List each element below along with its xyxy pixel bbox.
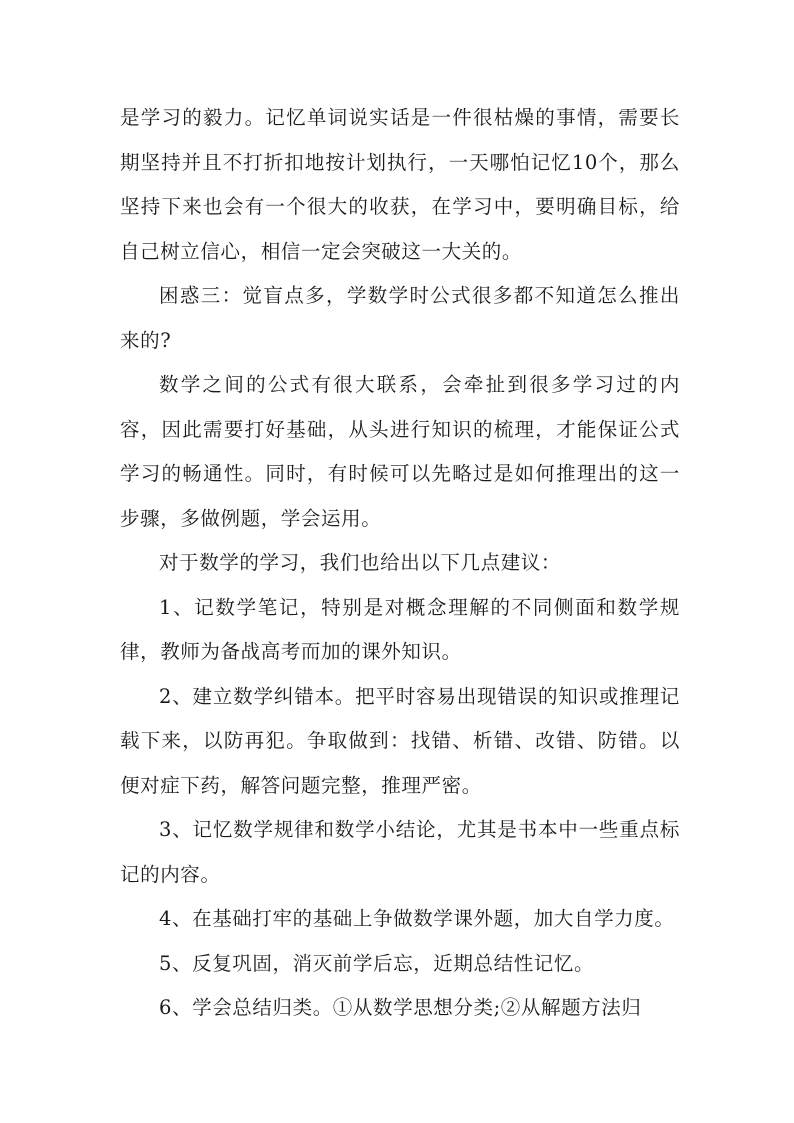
paragraph-4: 对于数学的学习，我们也给出以下几点建议： bbox=[159, 551, 562, 574]
paragraph-5: 1、记数学笔记，特别是对概念理解的不同侧面和数学规律，教师为备战高考而加的课外知识。 bbox=[120, 595, 680, 663]
paragraph-1: 是学习的毅力。记忆单词说实话是一件很枯燥的事情，需要长期坚持并且不打折扣地按计划执行，一天哪怕记忆10个，那么坚持下来也会有一个很大的收获，在学习中，要明确目标，给自己树立信心，相信一定会突破这一大关的。 bbox=[120, 106, 680, 263]
document-body bbox=[120, 96, 680, 1031]
paragraph-8: 4、在基础打牢的基础上争做数学课外题，加大自学力度。 bbox=[159, 907, 675, 930]
paragraph-10: 6、学会总结归类。①从数学思想分类;②从解题方法归 bbox=[159, 996, 642, 1019]
paragraph-6: 2、建立数学纠错本。把平时容易出现错误的知识或推理记载下来，以防再犯。争取做到：找错、析错、改错、防错。以便对症下药，解答问题完整，推理严密。 bbox=[120, 684, 680, 797]
paragraph-7: 3、记忆数学规律和数学小结论，尤其是书本中一些重点标记的内容。 bbox=[120, 818, 680, 886]
paragraph-2: 困惑三：觉盲点多，学数学时公式很多都不知道怎么推出来的? bbox=[120, 284, 680, 352]
paragraph-9: 5、反复巩固，消灭前学后忘，近期总结性记忆。 bbox=[159, 951, 595, 975]
paragraph-3: 数学之间的公式有很大联系，会牵扯到很多学习过的内容，因此需要打好基础，从头进行知识的梳理，才能保证公式学习的畅通性。同时，有时候可以先略过是如何推理出的这一步骤，多做例题，学会运用。 bbox=[120, 373, 680, 530]
